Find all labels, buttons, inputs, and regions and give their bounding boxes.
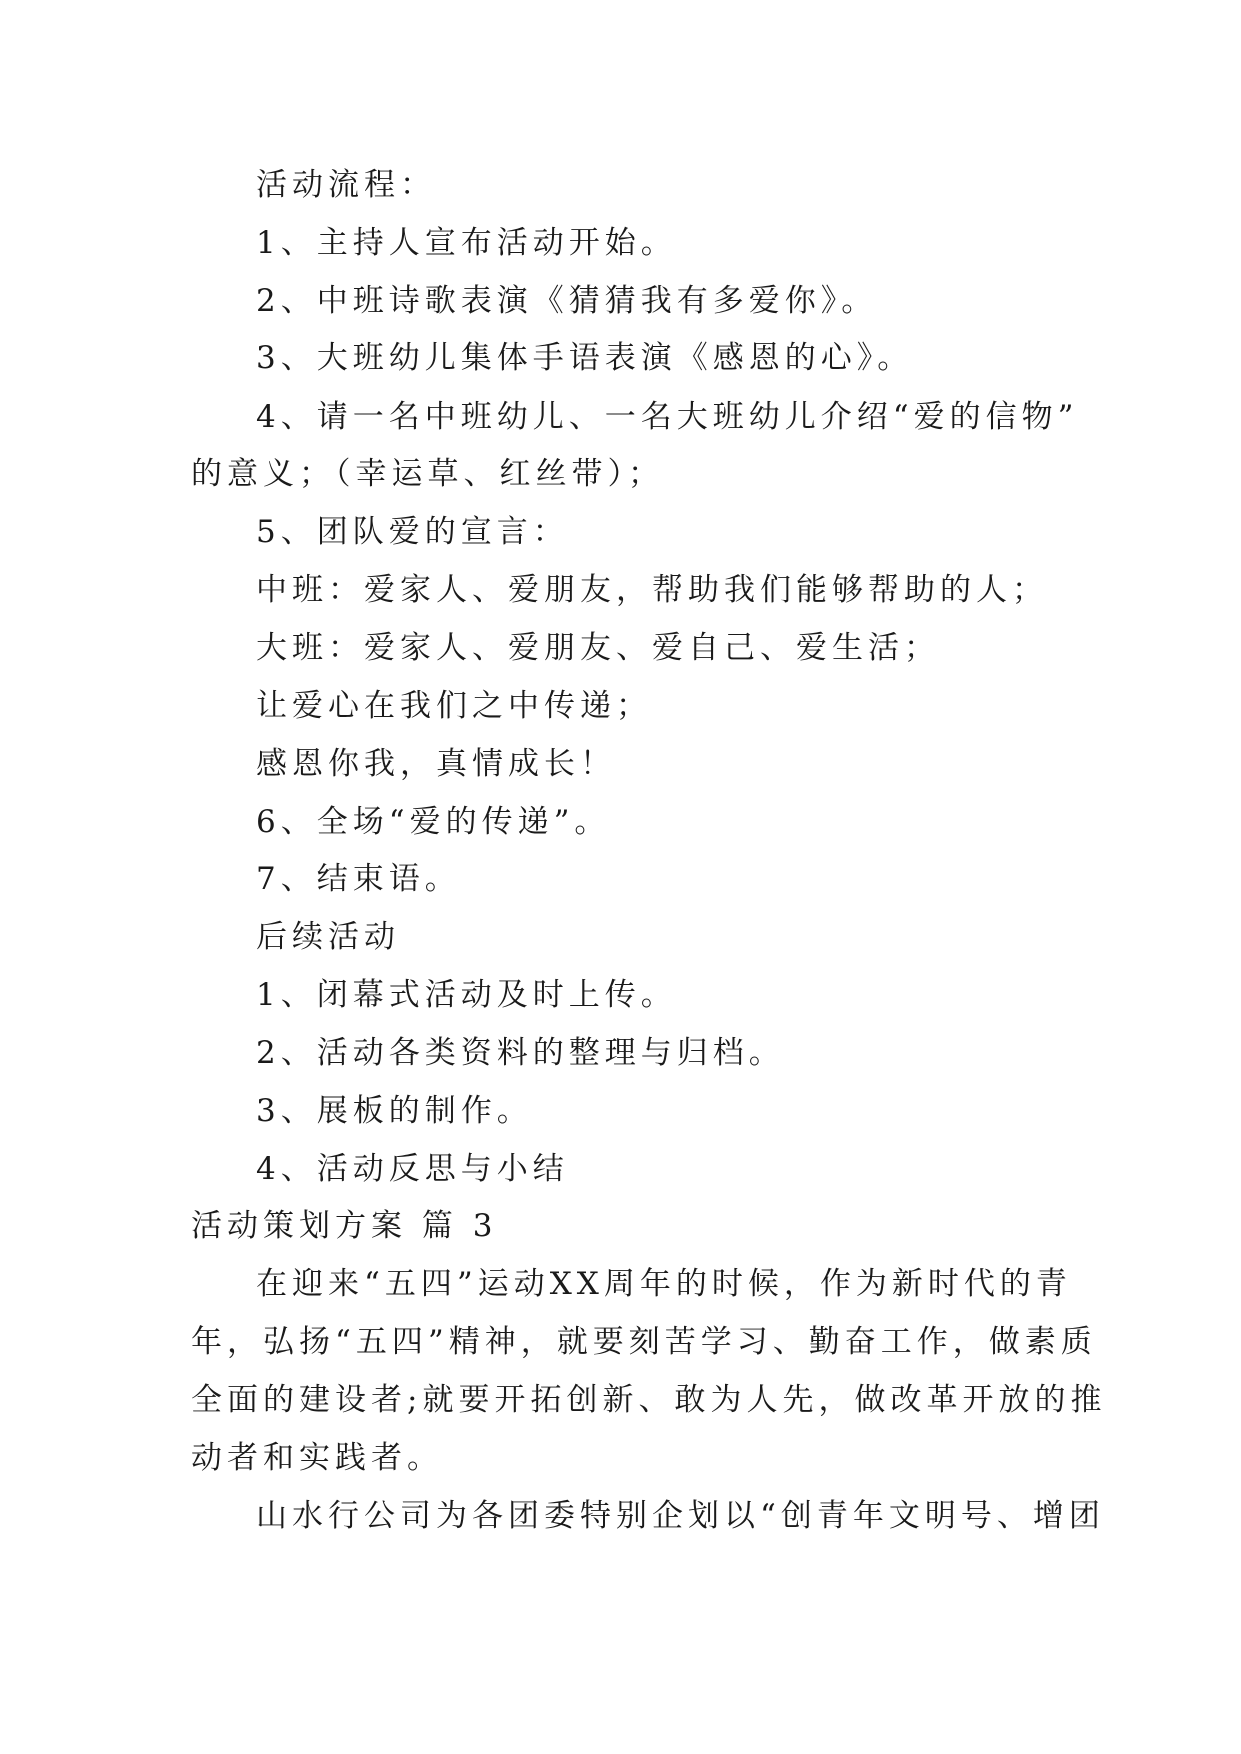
article-title: 活动策划方案 篇 3 [191,1208,498,1244]
list-item: 2、中班诗歌表演《猜猜我有多爱你》。 [256,283,878,319]
paragraph-line: 感恩你我，真情成长！ [256,746,616,782]
paragraph-line: 在迎来“五四”运动XX周年的时候，作为新时代的青 [256,1266,1072,1302]
list-item: 3、大班幼儿集体手语表演《感恩的心》。 [256,340,914,376]
list-item: 7、结束语。 [256,861,461,897]
paragraph-line: 中班：爱家人、爱朋友，帮助我们能够帮助的人； [256,572,1048,608]
list-item: 1、闭幕式活动及时上传。 [256,977,677,1013]
paragraph-line: 年，弘扬“五四”精神，就要刻苦学习、勤奋工作，做素质 [191,1324,1097,1360]
section-heading-follow-up: 后续活动 [256,919,400,955]
list-item: 4、请一名中班幼儿、一名大班幼儿介绍“爱的信物” [256,399,1079,435]
paragraph-line: 的意义；（幸运草、红丝带）； [191,456,664,492]
list-item: 3、展板的制作。 [256,1093,533,1129]
paragraph-line: 大班：爱家人、爱朋友、爱自己、爱生活； [256,630,940,666]
list-item: 5、团队爱的宣言： [256,514,569,550]
paragraph-line: 动者和实践者。 [191,1440,443,1476]
paragraph-line: 全面的建设者;就要开拓创新、敢为人先，做改革开放的推 [191,1382,1107,1418]
list-item: 2、活动各类资料的整理与归档。 [256,1035,785,1071]
list-item: 1、主持人宣布活动开始。 [256,225,677,261]
list-item: 4、活动反思与小结 [256,1151,569,1187]
section-heading-activity-flow: 活动流程： [256,167,436,203]
paragraph-line: 山水行公司为各团委特别企划以“创青年文明号、增团 [256,1498,1105,1534]
paragraph-line: 让爱心在我们之中传递； [256,688,652,724]
list-item: 6、全场“爱的传递”。 [256,804,611,840]
